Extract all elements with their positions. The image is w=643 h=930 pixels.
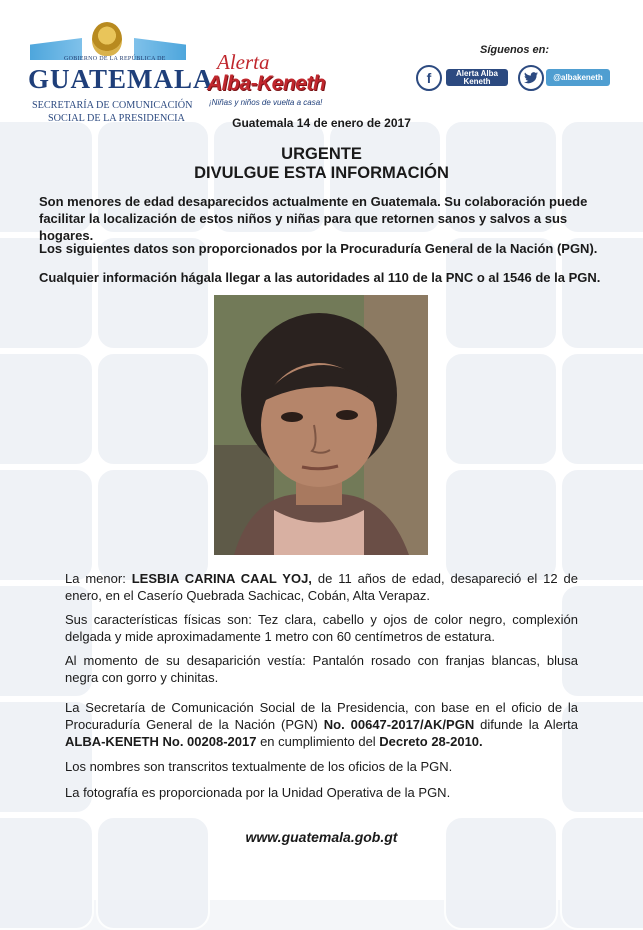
statement-part-3: en cumplimiento del: [256, 734, 380, 749]
photo-illustration: [214, 295, 428, 555]
source-paragraph: Los siguientes datos son proporcionados por la Procuraduría General de la Nación (PGN).: [39, 241, 598, 256]
document-date: Guatemala 14 de enero de 2017: [232, 116, 411, 130]
missing-child-photo: [214, 295, 428, 555]
alert-logo-name: Alba-Keneth: [207, 72, 326, 95]
divulge-heading: DIVULGUE ESTA INFORMACIÓN: [194, 164, 449, 182]
social-heading: Síguenos en:: [480, 44, 550, 56]
background-tile: [0, 352, 94, 466]
twitter-icon[interactable]: [518, 65, 544, 91]
website-link[interactable]: www.guatemala.gob.gt: [245, 829, 398, 845]
statement-part-2: difunde la Alerta: [474, 717, 578, 732]
official-statement: [65, 699, 578, 750]
intro-paragraph: Son menores de edad desaparecidos actualmente en Guatemala. Su colaboración puede facilitar la localización de estos niños y niñas para que retornen sanos y salvos a sus hogares.: [39, 194, 588, 243]
background-tile: [560, 468, 643, 582]
decree-reference: Decreto 28-2010.: [379, 734, 483, 749]
logo-government-caption: GOBIERNO DE LA REPÚBLICA DE: [64, 56, 166, 62]
names-note: Los nombres son transcritos textualmente de los oficios de la PGN.: [65, 759, 453, 774]
logo-country-name: GUATEMALA: [28, 64, 214, 94]
coat-of-arms-icon: [92, 22, 122, 56]
facebook-link[interactable]: [446, 69, 508, 86]
alba-keneth-logo: [203, 50, 343, 112]
background-tile: [444, 468, 558, 582]
social-block: [414, 44, 614, 94]
alert-number: ALBA-KENETH No. 00208-2017: [65, 734, 257, 749]
facebook-icon[interactable]: f: [416, 65, 442, 91]
photo-note: La fotografía es proporcionada por la Unidad Operativa de la PGN.: [65, 785, 451, 800]
child-intro: La menor:: [65, 571, 132, 586]
background-tile: [560, 352, 643, 466]
background-tile: [0, 468, 94, 582]
alert-logo-word: Alerta: [217, 50, 270, 74]
urgent-heading: URGENTE: [281, 145, 362, 163]
child-description: [65, 570, 578, 604]
background-tile: [96, 352, 210, 466]
background-tile: [444, 352, 558, 466]
logo-secretaria-line-2: SOCIAL DE LA PRESIDENCIA: [48, 113, 185, 124]
twitter-bird-icon: [524, 72, 538, 84]
logo-secretaria-line-1: SECRETARÍA DE COMUNICACIÓN: [32, 100, 193, 111]
child-disappearance: de 11 años de edad, desapareció el 12 de enero, en el Caserío Quebrada Sachicac, Cobán, Alta Verapaz.: [65, 571, 578, 603]
alert-logo-tagline: ¡Niñas y niños de vuelta a casa!: [209, 98, 323, 107]
oficio-number: No. 00647-2017/AK/PGN: [323, 717, 475, 732]
twitter-link[interactable]: @albakeneth: [546, 69, 610, 86]
statement-part-1: La Secretaría de Comunicación Social de la Presidencia, con base en el oficio de la Procuraduría General de la Nación (PGN): [65, 700, 578, 732]
facebook-label-line-1: Alerta Alba: [456, 69, 498, 78]
clothing-description: Al momento de su desaparición vestía: Pantalón rosado con franjas blancas, blusa negra con gorro y chinitas.: [65, 653, 578, 685]
physical-features: Sus características físicas son: Tez clara, cabello y ojos de color negro, complexión delgada y mide aproximadamente 1 metro con 60 centímetros de estatura.: [65, 612, 578, 644]
child-name: LESBIA CARINA CAAL YOJ,: [131, 571, 312, 586]
background-tile: [96, 468, 210, 582]
contact-paragraph: Cualquier información hágala llegar a las autoridades al 110 de la PNC o al 1546 de la PGN.: [39, 270, 601, 285]
facebook-label-line-2: Keneth: [463, 77, 491, 86]
